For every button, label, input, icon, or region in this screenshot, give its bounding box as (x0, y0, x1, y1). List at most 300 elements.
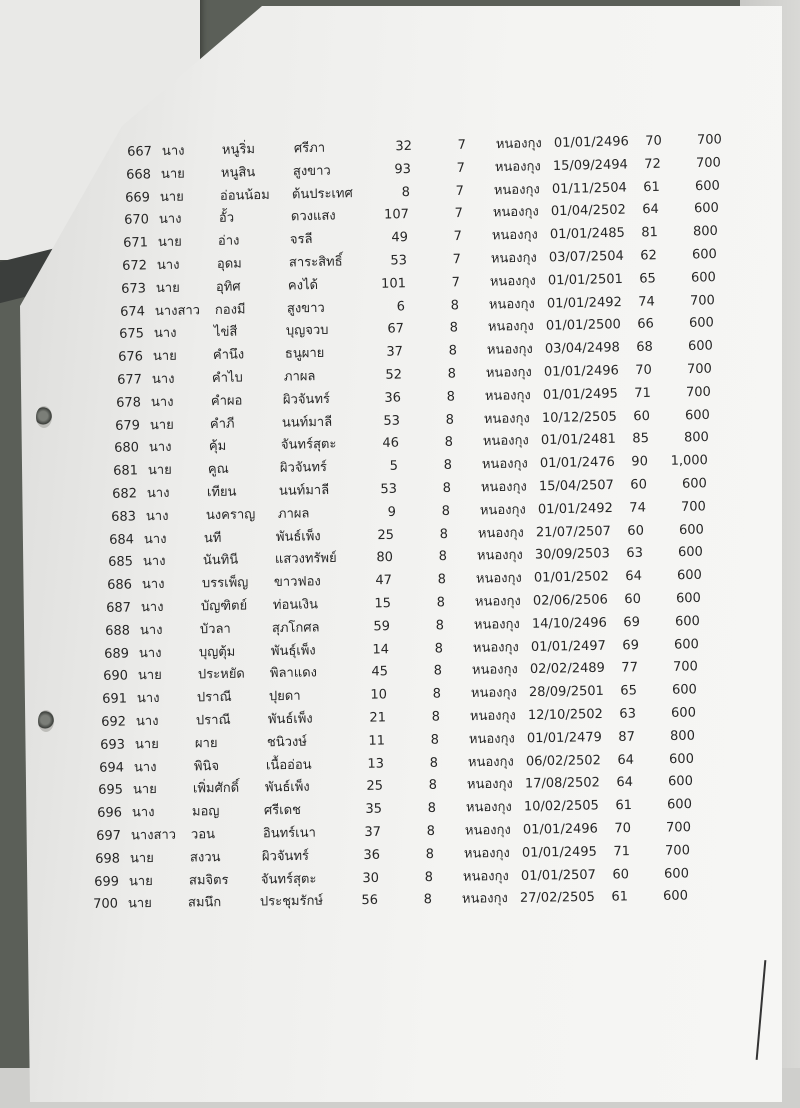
row-first-name: นันทินี (203, 553, 239, 569)
row-number: 687 (106, 600, 132, 616)
row-moo: 8 (447, 366, 456, 382)
row-number: 685 (108, 554, 134, 571)
row-house-number: 67 (386, 321, 404, 338)
row-last-name: ชนิวงษ์ (267, 734, 308, 751)
row-amount: 600 (693, 201, 719, 217)
row-age: 85 (631, 431, 649, 447)
row-last-name: ดวงแสง (290, 208, 336, 225)
row-title: นาง (139, 645, 162, 661)
row-birth-date: 01/01/2496 (522, 821, 599, 838)
row-last-name: พันธุ์เพ็ง (271, 642, 317, 659)
row-last-name: สูงขาว (292, 163, 331, 180)
row-last-name: เนื้ออ่อน (266, 757, 312, 773)
row-last-name: ท่อนเงิน (273, 597, 319, 614)
row-house-number: 25 (366, 778, 384, 795)
row-last-name: พันธ์เพ็ง (265, 780, 310, 796)
row-village: หนองกุง (481, 456, 528, 473)
row-moo: 8 (440, 526, 449, 542)
row-last-name: ต้นประเทศ (291, 185, 353, 202)
row-age: 69 (622, 637, 640, 654)
row-number: 667 (127, 144, 153, 160)
row-age: 70 (614, 821, 632, 837)
row-moo: 7 (457, 137, 467, 153)
row-house-number: 9 (387, 504, 396, 520)
row-first-name: บรรเพ็ญ (202, 575, 249, 592)
row-village: หนองกุง (479, 502, 526, 519)
row-number: 675 (118, 326, 144, 343)
row-amount: 700 (695, 155, 721, 171)
row-title: นาย (127, 896, 152, 912)
row-moo: 8 (428, 778, 438, 794)
row-number: 677 (116, 372, 142, 388)
row-age: 64 (625, 568, 643, 585)
row-amount: 600 (663, 888, 689, 905)
row-amount: 800 (670, 728, 696, 744)
row-number: 699 (94, 874, 120, 890)
row-last-name: ภาผล (277, 506, 310, 522)
row-birth-date: 03/07/2504 (548, 248, 624, 266)
row-number: 691 (102, 691, 128, 708)
row-house-number: 80 (376, 550, 394, 566)
row-birth-date: 03/04/2498 (544, 340, 620, 357)
row-title: นาง (150, 394, 174, 410)
row-number: 673 (120, 281, 146, 297)
row-title: นาย (155, 280, 180, 296)
row-title: นาง (156, 257, 180, 274)
row-number: 681 (112, 463, 138, 480)
row-first-name: อุทิศ (215, 279, 241, 295)
row-age: 62 (640, 248, 657, 264)
row-birth-date: 01/11/2504 (551, 180, 627, 197)
row-last-name: ผิวจันทร์ (279, 460, 327, 477)
row-first-name: เพิ่มศักดิ์ (193, 781, 240, 797)
row-first-name: ผาย (195, 735, 218, 752)
row-house-number: 56 (361, 893, 379, 909)
row-last-name: สุภโกศล (272, 620, 321, 636)
row-age: 65 (639, 271, 656, 287)
row-title: นาง (146, 485, 170, 502)
row-first-name: ปราณี (197, 689, 232, 706)
row-age: 60 (629, 477, 647, 493)
row-village: หนองกุง (466, 777, 514, 793)
row-amount: 600 (672, 682, 698, 698)
row-moo: 8 (436, 595, 446, 611)
row-amount: 700 (673, 659, 699, 676)
row-amount: 600 (681, 476, 707, 492)
row-last-name: ขาวฟอง (274, 574, 322, 591)
row-birth-date: 01/01/2485 (549, 225, 625, 243)
row-last-name: จันทร์สุตะ (260, 871, 317, 888)
row-first-name: คำไบ (211, 370, 243, 387)
row-first-name: บัญฑิตย์ (201, 598, 248, 615)
row-moo: 8 (448, 343, 457, 359)
row-moo: 7 (455, 183, 465, 199)
row-village: หนองกุง (480, 479, 527, 496)
row-house-number: 21 (369, 710, 387, 726)
row-amount: 600 (687, 338, 713, 355)
row-birth-date: 01/01/2500 (545, 317, 621, 334)
row-first-name: เทียน (206, 484, 237, 501)
row-age: 90 (630, 454, 648, 470)
row-title: นาง (148, 440, 172, 456)
row-number: 669 (124, 189, 151, 206)
row-title: นาง (143, 554, 167, 570)
row-house-number: 25 (377, 527, 395, 543)
row-house-number: 35 (365, 801, 383, 818)
row-house-number: 53 (379, 481, 397, 498)
row-number: 692 (101, 714, 127, 730)
row-age: 60 (632, 408, 650, 424)
row-village: หนองกุง (464, 822, 511, 839)
row-moo: 8 (431, 709, 441, 725)
row-house-number: 37 (364, 824, 382, 840)
row-house-number: 10 (370, 687, 388, 703)
row-number: 686 (107, 577, 133, 594)
row-number: 683 (110, 509, 136, 525)
row-house-number: 13 (367, 756, 385, 772)
row-title: นาย (159, 189, 184, 205)
row-title: นาย (147, 462, 172, 479)
row-moo: 8 (426, 823, 436, 840)
row-first-name: คุ้ม (208, 439, 226, 455)
row-village: หนองกุง (491, 227, 538, 244)
row-age: 61 (615, 798, 633, 814)
row-first-name: พินิจ (194, 758, 220, 775)
row-number: 676 (117, 349, 143, 366)
row-first-name: นที (204, 530, 223, 546)
row-moo: 7 (456, 160, 466, 176)
row-title: นาง (134, 759, 157, 775)
row-amount: 600 (664, 866, 690, 882)
row-title: นาย (129, 850, 154, 867)
row-village: หนองกุง (469, 731, 516, 747)
row-house-number: 11 (368, 733, 386, 749)
row-house-number: 8 (401, 184, 411, 200)
row-birth-date: 01/01/2476 (539, 455, 615, 472)
row-village: หนองกุง (483, 410, 530, 427)
row-last-name: ผิวจันทร์ (261, 848, 310, 865)
row-title: นาย (152, 348, 177, 365)
row-amount: 600 (690, 269, 716, 286)
row-moo: 8 (438, 549, 448, 565)
row-last-name: นนท์มาลี (278, 482, 329, 499)
row-amount: 600 (671, 705, 697, 721)
row-house-number: 93 (394, 161, 412, 178)
row-title: นาย (135, 736, 160, 753)
row-last-name: นนท์มาลี (281, 414, 332, 431)
row-number: 670 (123, 212, 150, 229)
row-moo: 8 (442, 480, 451, 496)
row-first-name: หนูสิน (220, 164, 256, 181)
row-last-name: ศรีเดช (263, 803, 302, 819)
row-age: 64 (642, 202, 659, 218)
row-birth-date: 01/01/2496 (543, 363, 619, 380)
row-house-number: 30 (362, 870, 380, 886)
row-last-name: คงได้ (287, 277, 318, 294)
row-village: หนองกุง (494, 159, 541, 175)
row-amount: 600 (667, 797, 693, 813)
row-amount: 600 (688, 315, 714, 332)
row-birth-date: 01/01/2495 (542, 386, 618, 403)
row-first-name: วอน (190, 827, 216, 843)
row-age: 63 (619, 706, 637, 722)
row-village: หนองกุง (488, 296, 535, 313)
row-moo: 8 (433, 663, 443, 679)
row-number: 689 (104, 646, 130, 662)
row-amount: 600 (691, 246, 717, 263)
row-age: 69 (623, 614, 641, 631)
row-first-name: บุญตุ้ม (199, 644, 236, 660)
row-number: 674 (119, 303, 145, 320)
row-moo: 8 (449, 320, 458, 336)
row-moo: 8 (444, 435, 453, 451)
row-number: 688 (105, 623, 131, 639)
row-title: นาง (142, 577, 166, 593)
row-house-number: 107 (383, 207, 409, 223)
row-birth-date: 02/02/2489 (530, 661, 606, 678)
row-last-name: พันธ์เพ็ง (268, 711, 314, 728)
row-age: 74 (637, 294, 655, 310)
row-house-number: 59 (373, 618, 391, 635)
row-title: นาย (133, 782, 158, 798)
row-village: หนองกุง (490, 250, 537, 267)
row-first-name: อ่าง (217, 233, 240, 250)
row-number: 682 (111, 486, 137, 502)
row-age: 60 (612, 866, 630, 883)
row-amount: 600 (674, 636, 700, 653)
row-title: นาง (151, 371, 175, 388)
row-house-number: 36 (363, 847, 381, 863)
row-moo: 7 (453, 229, 462, 245)
row-first-name: คำภี (209, 416, 235, 432)
row-birth-date: 10/02/2505 (523, 798, 600, 815)
row-amount: 600 (694, 178, 720, 194)
row-age: 74 (628, 500, 646, 516)
row-last-name: ปุยดา (269, 688, 301, 705)
row-village: หนองกุง (477, 548, 524, 564)
row-village: หนองกุง (489, 273, 536, 290)
row-house-number: 53 (382, 413, 400, 429)
row-village: หนองกุง (485, 365, 532, 381)
row-age: 64 (617, 752, 635, 768)
row-first-name: คำผอ (210, 393, 243, 409)
row-number: 668 (125, 167, 152, 183)
row-title: นาง (137, 691, 160, 707)
row-last-name: ผิวจันทร์ (282, 391, 330, 408)
row-first-name: อั้ว (218, 210, 235, 227)
row-moo: 8 (432, 686, 442, 702)
row-village: หนองกุง (463, 845, 510, 862)
row-birth-date: 06/02/2502 (525, 752, 602, 769)
row-amount: 700 (666, 820, 692, 836)
row-last-name: สาระสิทธิ์ (288, 254, 343, 271)
row-moo: 8 (441, 503, 450, 519)
row-moo: 8 (425, 846, 435, 862)
row-title: นาง (131, 805, 155, 821)
row-first-name: คำนึง (212, 347, 245, 364)
row-age: 70 (645, 133, 663, 149)
row-age: 63 (626, 546, 644, 562)
row-birth-date: 17/08/2502 (524, 775, 601, 792)
row-amount: 700 (686, 361, 712, 378)
row-birth-date: 01/01/2492 (537, 500, 613, 518)
row-moo: 7 (452, 252, 461, 268)
row-moo: 8 (424, 869, 434, 885)
row-village: หนองกุง (461, 891, 508, 908)
row-first-name: นงคราญ (205, 507, 255, 523)
row-moo: 8 (435, 618, 445, 634)
row-last-name: ธนูผาย (284, 346, 325, 362)
row-title: นาง (161, 143, 185, 160)
row-moo: 7 (451, 274, 460, 291)
row-moo: 8 (423, 892, 433, 908)
row-title: นาง (136, 713, 159, 730)
row-moo: 8 (443, 457, 452, 474)
row-last-name: ประชุมรักษ์ (259, 894, 324, 910)
row-age: 71 (613, 843, 631, 860)
row-number: 700 (93, 896, 119, 913)
row-title: นาง (144, 531, 168, 547)
row-title: นางสาว (130, 827, 177, 844)
row-number: 693 (100, 737, 126, 753)
row-house-number: 49 (391, 230, 408, 246)
row-amount: 700 (689, 292, 715, 309)
row-amount: 700 (696, 132, 723, 148)
row-birth-date: 27/02/2505 (519, 890, 595, 907)
row-amount: 600 (678, 545, 704, 561)
row-age: 77 (621, 660, 639, 676)
row-village: หนองกุง (474, 616, 521, 633)
row-house-number: 45 (371, 664, 389, 680)
row-amount: 600 (679, 522, 705, 538)
row-last-name: ศรีภา (293, 140, 326, 157)
row-birth-date: 14/10/2496 (532, 615, 608, 632)
row-first-name: กองมี (214, 301, 246, 318)
row-moo: 8 (445, 412, 454, 428)
row-village: หนองกุง (473, 639, 520, 656)
row-number: 697 (96, 828, 122, 844)
row-village: หนองกุง (482, 433, 529, 450)
row-first-name: คูณ (207, 461, 229, 478)
row-number: 672 (121, 258, 147, 274)
row-amount: 800 (692, 224, 718, 240)
row-age: 61 (643, 179, 660, 195)
row-birth-date: 01/01/2507 (520, 867, 597, 884)
row-house-number: 101 (380, 276, 406, 292)
row-birth-date: 01/01/2479 (527, 729, 603, 747)
row-number: 684 (109, 532, 135, 548)
row-house-number: 52 (384, 367, 402, 383)
row-first-name: อ่อนน้อม (219, 187, 270, 204)
row-first-name: สมนึก (187, 895, 222, 911)
row-village: หนองกุง (495, 136, 542, 153)
row-house-number: 46 (381, 436, 399, 452)
row-amount: 1,000 (670, 453, 708, 469)
row-village: หนองกุง (484, 387, 531, 404)
row-age: 68 (635, 339, 653, 356)
row-village: หนองกุง (465, 799, 513, 816)
row-amount: 700 (665, 843, 691, 859)
row-birth-date: 01/01/2501 (547, 271, 623, 289)
row-birth-date: 28/09/2501 (529, 684, 605, 701)
row-birth-date: 01/01/2492 (546, 294, 622, 312)
row-first-name: อุดม (216, 256, 242, 272)
row-birth-date: 01/01/2495 (521, 844, 598, 861)
row-moo: 8 (429, 755, 439, 771)
row-birth-date: 10/12/2505 (541, 409, 617, 426)
row-age: 87 (618, 729, 636, 745)
row-title: นาย (149, 417, 174, 433)
row-title: นาง (153, 326, 177, 342)
row-amount: 600 (675, 613, 701, 630)
row-number: 694 (99, 760, 125, 776)
row-age: 81 (641, 225, 658, 241)
row-moo: 8 (446, 389, 455, 405)
row-title: นาย (160, 166, 185, 182)
row-title: นาย (138, 668, 163, 684)
row-amount: 600 (684, 407, 710, 423)
row-village: หนองกุง (492, 204, 539, 221)
row-amount: 600 (676, 590, 702, 607)
row-title: นาย (128, 873, 153, 889)
row-first-name: สมจิตร (188, 872, 229, 889)
row-amount: 600 (669, 751, 695, 767)
row-age: 71 (633, 385, 651, 401)
row-moo: 8 (427, 801, 437, 817)
row-age: 72 (644, 156, 661, 172)
row-village: หนองกุง (478, 525, 525, 542)
row-birth-date: 01/01/2481 (540, 432, 616, 449)
row-number: 678 (115, 395, 141, 411)
row-number: 695 (98, 782, 124, 799)
row-birth-date: 01/01/2502 (534, 569, 610, 586)
row-birth-date: 15/09/2494 (552, 157, 628, 174)
row-village: หนองกุง (468, 754, 515, 770)
row-amount: 800 (683, 430, 709, 446)
row-village: หนองกุง (470, 708, 517, 725)
row-title: นาย (157, 234, 182, 251)
row-age: 64 (616, 775, 634, 791)
row-age: 60 (627, 523, 645, 539)
row-house-number: 14 (372, 641, 390, 658)
row-moo: 7 (454, 206, 463, 222)
row-birth-date: 01/01/2497 (531, 638, 607, 655)
row-first-name: มอญ (191, 804, 220, 820)
row-number: 671 (122, 235, 149, 252)
row-first-name: บัวลา (200, 621, 232, 638)
row-birth-date: 12/10/2502 (528, 707, 604, 724)
row-first-name: ไข่สี (213, 324, 238, 341)
row-title: นางสาว (154, 302, 200, 319)
row-house-number: 47 (375, 573, 393, 589)
row-first-name: สงวน (189, 849, 221, 866)
row-number: 698 (95, 851, 121, 867)
row-moo: 8 (437, 572, 447, 588)
row-last-name: พิลาแดง (270, 665, 318, 682)
row-last-name: แสวงทรัพย์ (275, 551, 338, 568)
row-last-name: พันธ์เพ็ง (276, 528, 322, 545)
row-birth-date: 01/01/2496 (553, 134, 629, 151)
row-age: 61 (611, 889, 629, 906)
row-title: นาง (141, 599, 165, 616)
row-village: หนองกุง (472, 662, 519, 679)
row-title: นาง (140, 622, 164, 639)
row-village: หนองกุง (476, 571, 523, 587)
row-house-number: 5 (389, 458, 398, 475)
row-village: หนองกุง (471, 685, 518, 702)
row-first-name: หนูริ่ม (221, 142, 256, 158)
row-birth-date: 01/04/2502 (550, 203, 626, 220)
